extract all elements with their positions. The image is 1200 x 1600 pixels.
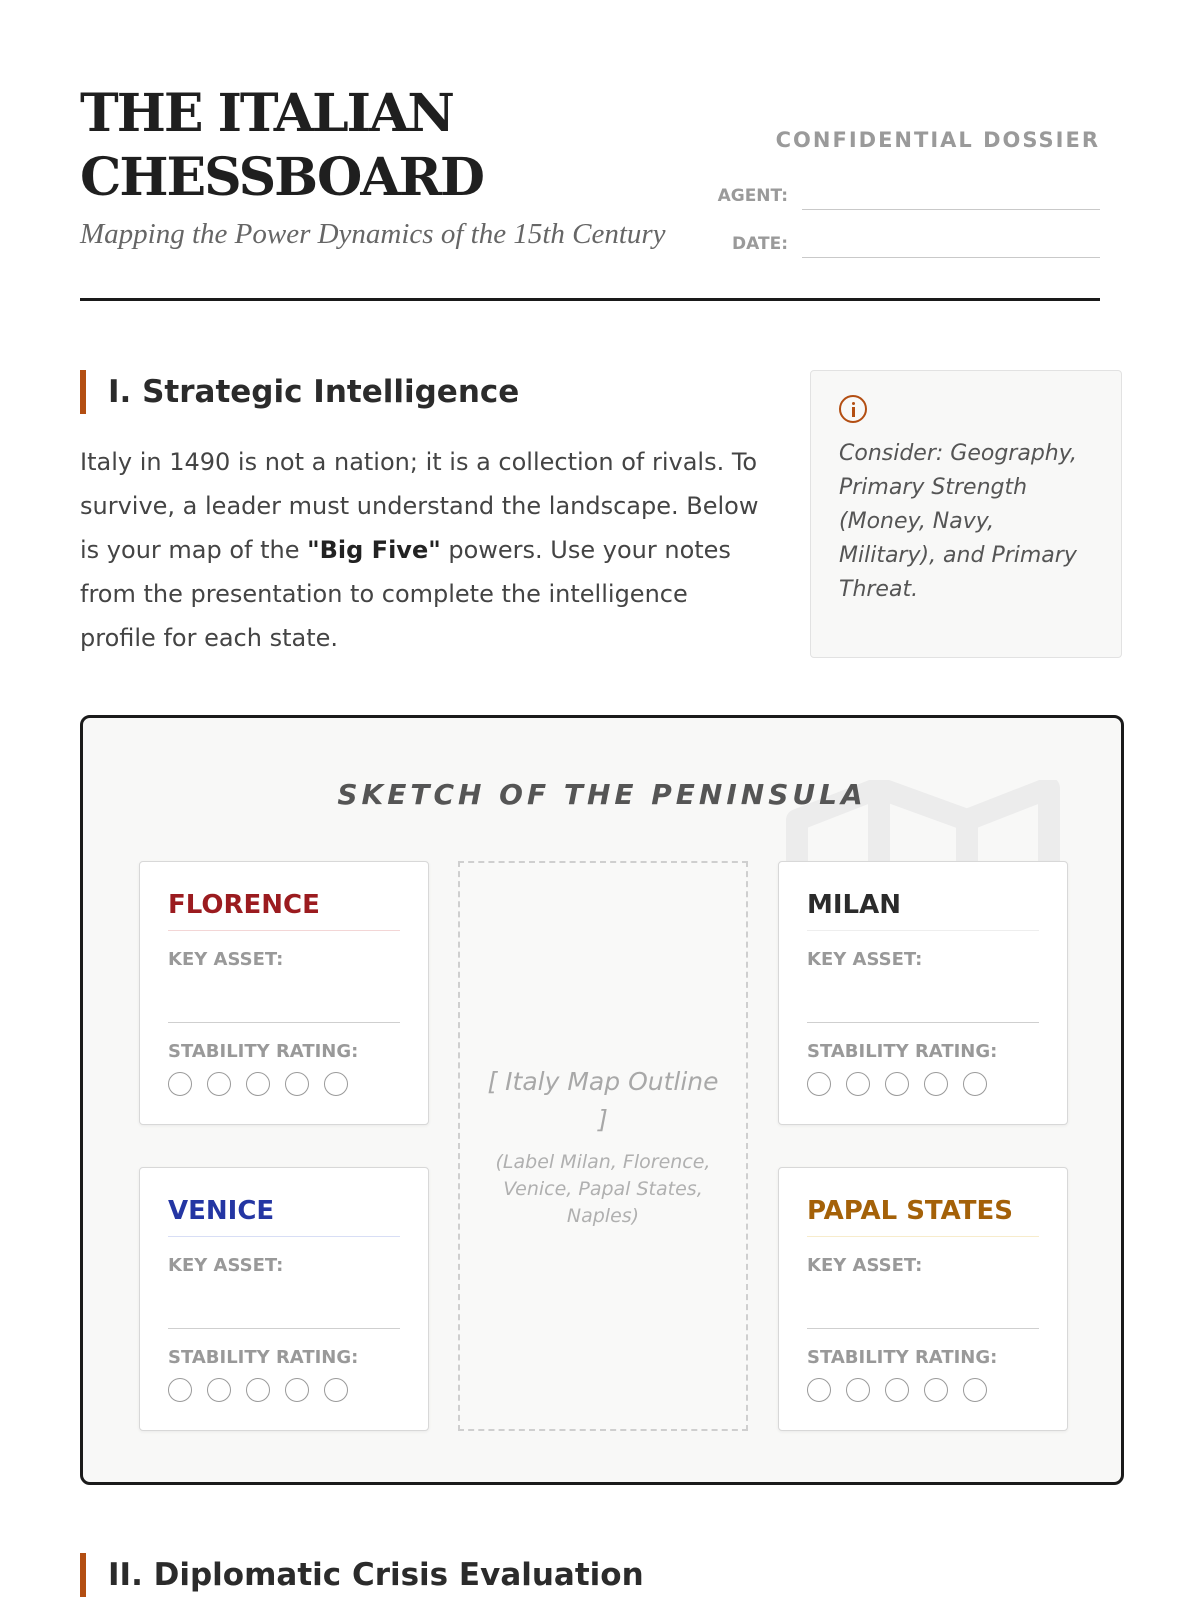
rating-circle[interactable] (246, 1378, 270, 1402)
map-panel (80, 715, 1124, 1485)
map-placeholder: [ Italy Map Outline ] (487, 1066, 719, 1134)
map-drawing-area[interactable] (458, 861, 748, 1431)
rating-circle[interactable] (963, 1072, 987, 1096)
stability-rating (807, 1072, 1039, 1096)
rating-circle[interactable] (963, 1378, 987, 1402)
page-title: THE ITALIAN CHESSBOARD (80, 83, 483, 208)
rating-circle[interactable] (168, 1072, 192, 1096)
intro-text-bold: "Big Five" (307, 536, 441, 564)
rating-circle[interactable] (324, 1072, 348, 1096)
state-card-venice (139, 1167, 429, 1431)
info-icon (839, 395, 867, 423)
key-asset-label: KEY ASSET: (807, 1255, 923, 1276)
rating-circle[interactable] (285, 1378, 309, 1402)
state-name-milan: MILAN (807, 890, 1039, 931)
rating-circle[interactable] (207, 1072, 231, 1096)
agent-label: AGENT: (717, 186, 788, 206)
date-line[interactable] (802, 257, 1100, 258)
key-asset-line[interactable] (168, 1276, 400, 1329)
state-name-florence: FLORENCE (168, 890, 400, 931)
key-asset-label: KEY ASSET: (168, 1255, 284, 1276)
state-name-venice: VENICE (168, 1196, 400, 1237)
rating-circle[interactable] (885, 1072, 909, 1096)
map-placeholder-note: (Label Milan, Florence, Venice, Papal States, Naples) (495, 1150, 711, 1227)
rating-circle[interactable] (168, 1378, 192, 1402)
state-card-papal-states (778, 1167, 1068, 1431)
rating-circle[interactable] (207, 1378, 231, 1402)
rating-circle[interactable] (807, 1378, 831, 1402)
agent-line[interactable] (802, 209, 1100, 210)
intro-text-start: Italy in 1490 is not a nation; it is a collection of rivals. To survive, a leader must understand the landscape. Below is your map of the (80, 448, 759, 564)
header-divider (80, 298, 1100, 301)
key-asset-line[interactable] (168, 970, 400, 1023)
stability-rating (168, 1378, 400, 1402)
key-asset-line[interactable] (807, 970, 1039, 1023)
date-field[interactable] (712, 228, 1100, 258)
section-heading-strategic: I. Strategic Intelligence (80, 370, 519, 414)
rating-circle[interactable] (246, 1072, 270, 1096)
intro-text-end: powers. Use your notes from the presentation to complete the intelligence profile for each state. (80, 536, 731, 652)
section-heading-diplomatic: II. Diplomatic Crisis Evaluation (80, 1553, 644, 1597)
agent-field[interactable] (712, 180, 1100, 210)
state-name-papal-states: PAPAL STATES (807, 1196, 1039, 1237)
stability-label: STABILITY RATING: (168, 1041, 359, 1062)
state-card-florence (139, 861, 429, 1125)
page-subtitle: Mapping the Power Dynamics of the 15th Century (80, 218, 666, 250)
stability-rating (807, 1378, 1039, 1402)
stability-label: STABILITY RATING: (807, 1347, 998, 1368)
rating-circle[interactable] (924, 1072, 948, 1096)
rating-circle[interactable] (924, 1378, 948, 1402)
stability-rating (168, 1072, 400, 1096)
stability-label: STABILITY RATING: (807, 1041, 998, 1062)
rating-circle[interactable] (885, 1378, 909, 1402)
key-asset-label: KEY ASSET: (168, 949, 284, 970)
hint-callout (810, 370, 1122, 658)
rating-circle[interactable] (324, 1378, 348, 1402)
rating-circle[interactable] (285, 1072, 309, 1096)
hint-text: Consider: Geography, Primary Strength (Money, Navy, Military), and Primary Threat. (839, 441, 1078, 602)
key-asset-label: KEY ASSET: (807, 949, 923, 970)
key-asset-line[interactable] (807, 1276, 1039, 1329)
rating-circle[interactable] (846, 1072, 870, 1096)
rating-circle[interactable] (846, 1378, 870, 1402)
map-panel-title: SKETCH OF THE PENINSULA (337, 778, 867, 811)
date-label: DATE: (732, 234, 788, 254)
confidential-label: CONFIDENTIAL DOSSIER (775, 128, 1100, 152)
intro-paragraph (80, 440, 760, 660)
stability-label: STABILITY RATING: (168, 1347, 359, 1368)
state-card-milan (778, 861, 1068, 1125)
rating-circle[interactable] (807, 1072, 831, 1096)
